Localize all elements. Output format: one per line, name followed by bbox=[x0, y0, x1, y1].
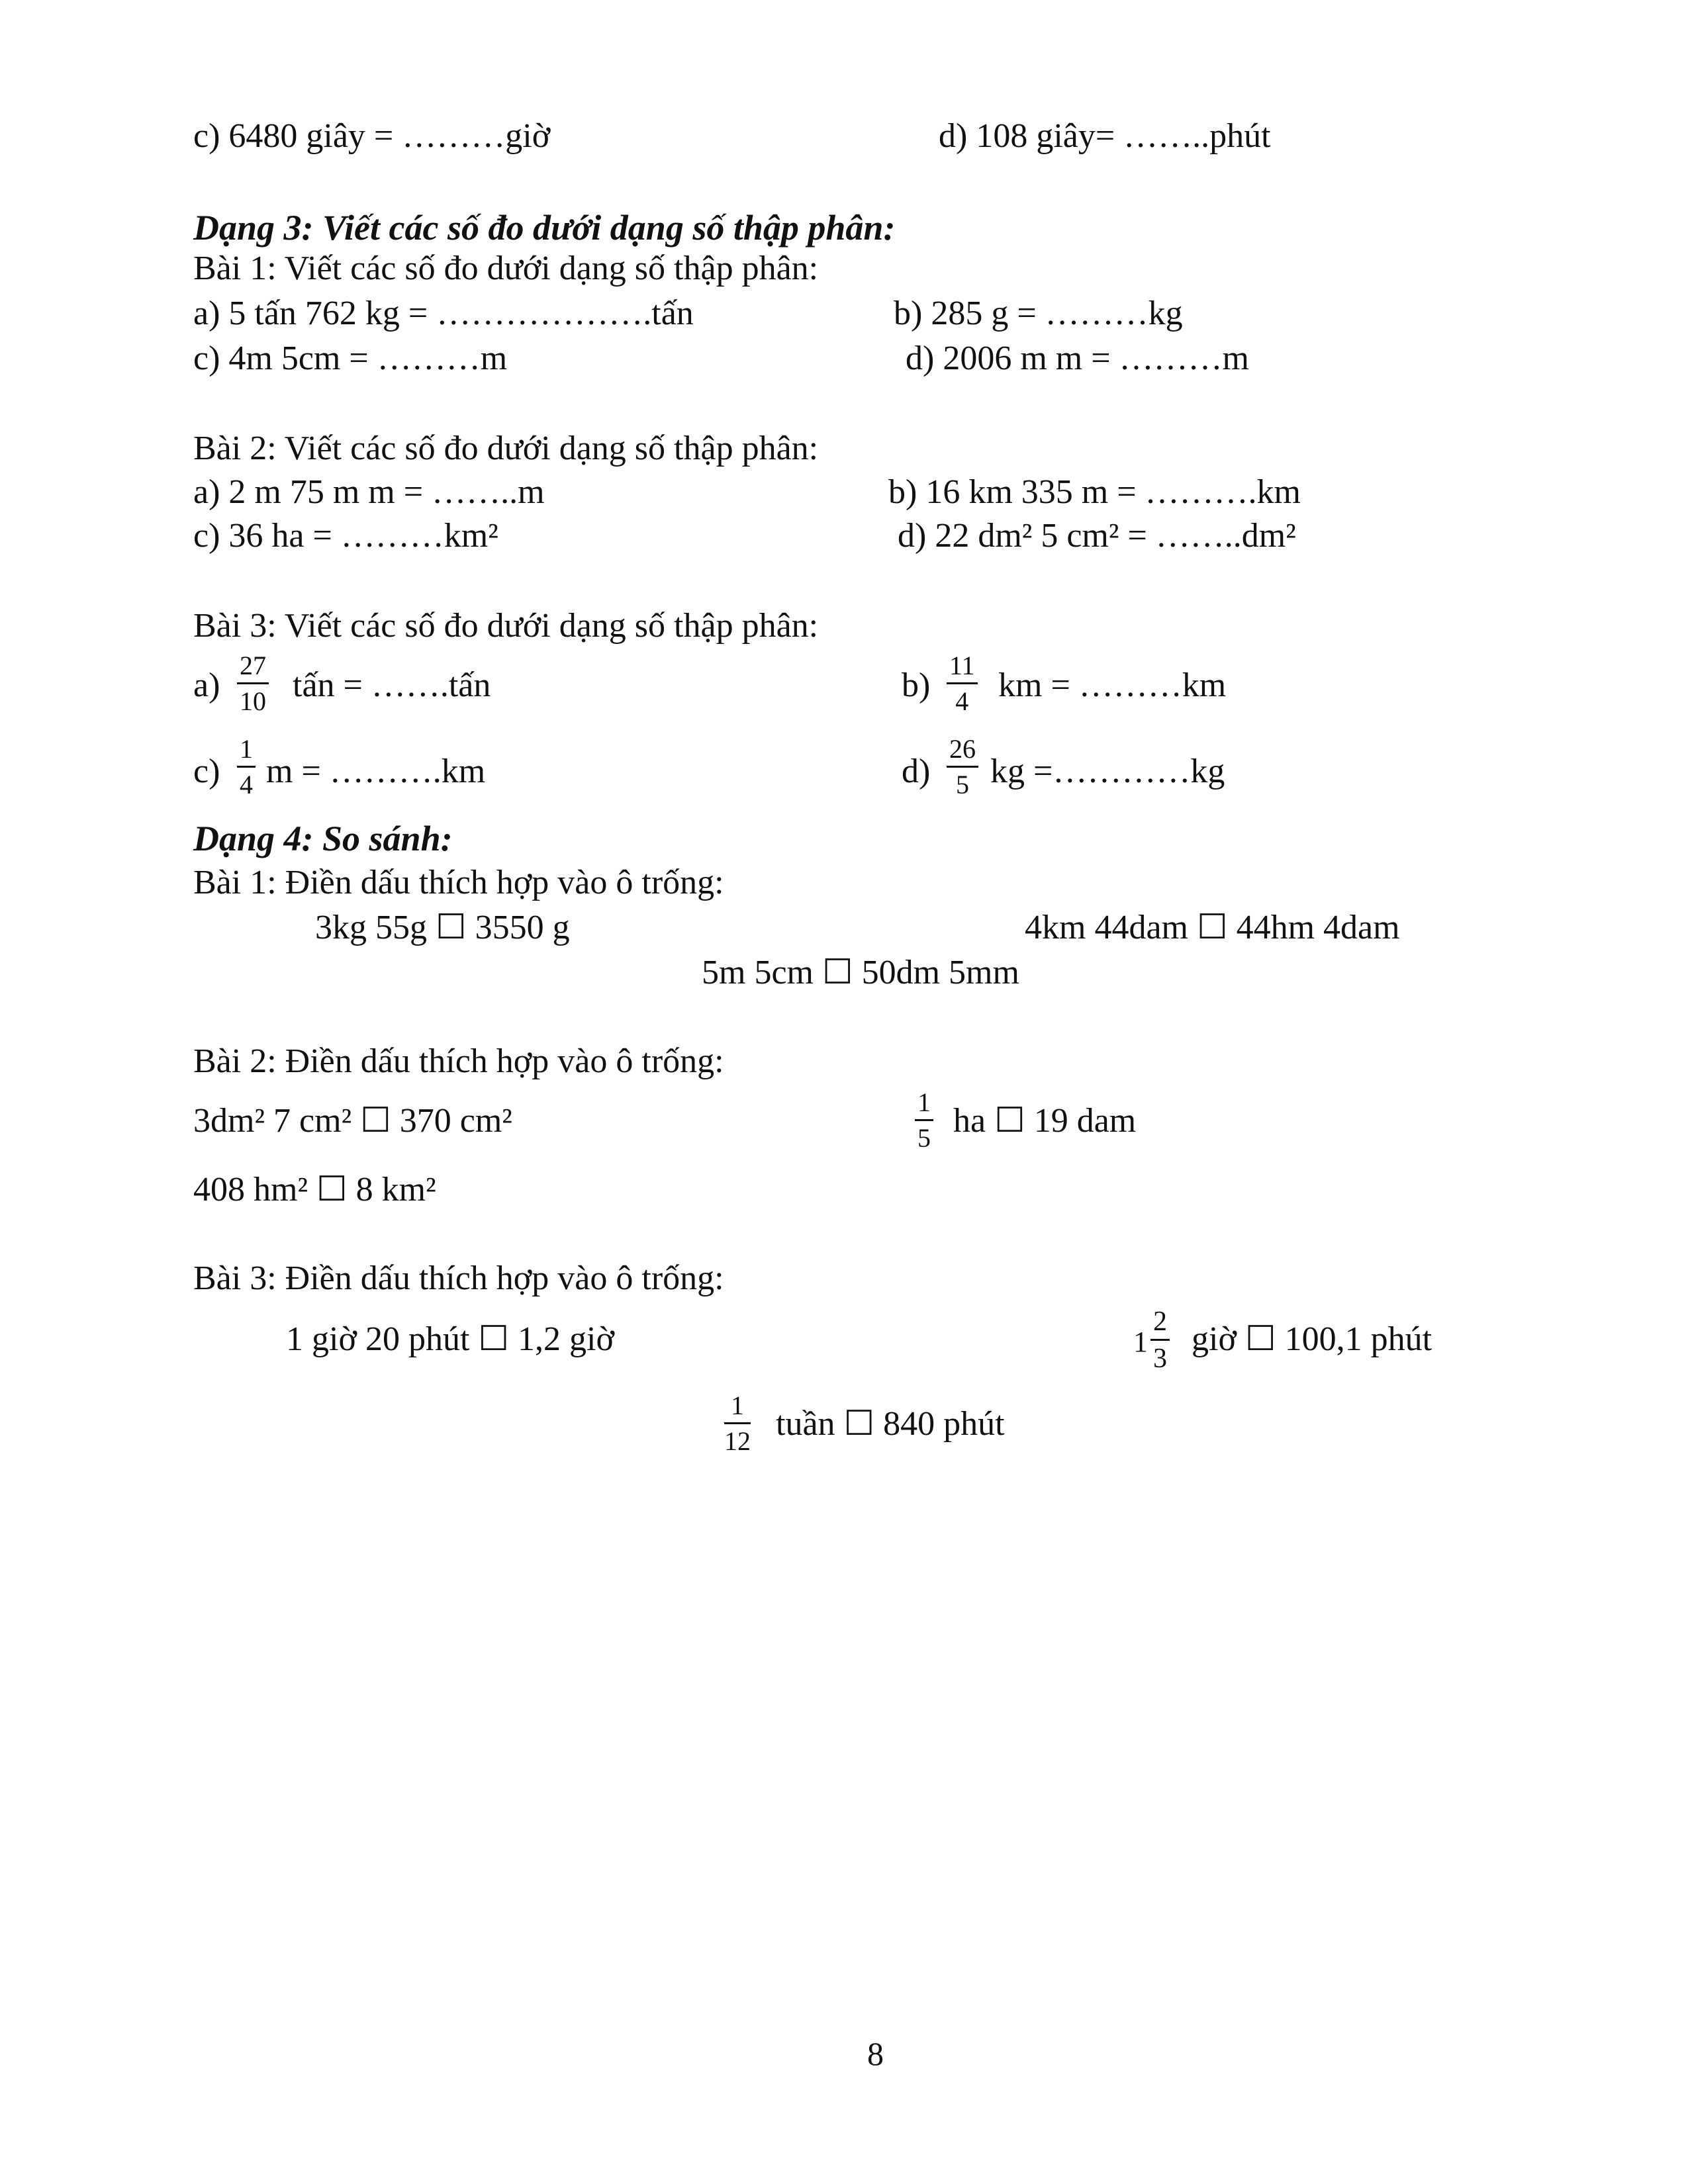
bai2-item-a: a) 2 m 75 m m = ……..m bbox=[193, 473, 545, 511]
bai3-item-b-text: km = ………km bbox=[998, 666, 1227, 704]
fraction-27-10 bbox=[237, 653, 269, 715]
bai3-item-c-text: m = ……….km bbox=[266, 752, 486, 790]
mixed-number-whole: 1 bbox=[1133, 1326, 1148, 1358]
fraction-1-5 bbox=[915, 1089, 933, 1152]
fraction-numerator: 2 bbox=[1153, 1306, 1167, 1337]
bai1-item-d: d) 2006 m m = ………m bbox=[906, 340, 1249, 377]
compare-bai1-item-2: 4km 44dam ☐ 44hm 4dam bbox=[1025, 909, 1400, 946]
bai3-item-a-prefix: a) bbox=[193, 666, 220, 704]
bai2-title: Bài 2: Viết các số đo dưới dạng số thập phân: bbox=[193, 430, 819, 467]
fraction-11-4 bbox=[947, 653, 978, 715]
fraction-denominator: 10 bbox=[240, 686, 266, 716]
page-number: 8 bbox=[867, 2035, 884, 2072]
bai3-title: Bài 3: Viết các số đo dưới dạng số thập phân: bbox=[193, 607, 819, 645]
fraction-2-3 bbox=[1150, 1308, 1170, 1373]
bai3-item-a-text: tấn = …….tấn bbox=[293, 666, 491, 704]
exercise-item-d-time: d) 108 giây= ……..phút bbox=[939, 117, 1271, 155]
bai2-item-d: d) 22 dm² 5 cm² = ……..dm² bbox=[898, 517, 1296, 555]
fraction-26-5 bbox=[947, 736, 978, 798]
fraction-denominator: 5 bbox=[956, 770, 969, 799]
fraction-numerator: 1 bbox=[917, 1087, 931, 1117]
bai1-item-b: b) 285 g = ………kg bbox=[894, 295, 1183, 332]
compare-bai2-item-1: 3dm² 7 cm² ☐ 370 cm² bbox=[193, 1102, 512, 1140]
section-heading-dang3: Dạng 3: Viết các số đo dưới dạng số thập phân: bbox=[193, 208, 896, 248]
exercise-item-c-time: c) 6480 giây = ………giờ bbox=[193, 117, 551, 155]
fraction-numerator: 27 bbox=[240, 651, 266, 680]
fraction-denominator: 5 bbox=[917, 1123, 931, 1153]
compare-bai1-item-3: 5m 5cm ☐ 50dm 5mm bbox=[702, 954, 1019, 991]
compare-bai1-title: Bài 1: Điền dấu thích hợp vào ô trống: bbox=[193, 864, 724, 901]
fraction-denominator: 4 bbox=[955, 686, 969, 716]
fraction-numerator: 11 bbox=[949, 651, 975, 680]
bai3-item-c-prefix: c) bbox=[193, 752, 220, 790]
compare-bai3-item-2-text: giờ ☐ 100,1 phút bbox=[1192, 1320, 1432, 1358]
fraction-numerator: 1 bbox=[240, 734, 253, 764]
fraction-denominator: 3 bbox=[1153, 1343, 1167, 1374]
compare-bai2-item-3: 408 hm² ☐ 8 km² bbox=[193, 1171, 436, 1208]
bai1-item-c: c) 4m 5cm = ………m bbox=[193, 340, 508, 377]
fraction-1-4 bbox=[237, 736, 256, 798]
fraction-numerator: 26 bbox=[949, 734, 976, 764]
fraction-numerator: 1 bbox=[731, 1390, 744, 1420]
compare-bai1-item-1: 3kg 55g ☐ 3550 g bbox=[315, 909, 570, 946]
compare-bai3-item-3-text: tuần ☐ 840 phút bbox=[776, 1405, 1005, 1443]
section-heading-dang4: Dạng 4: So sánh: bbox=[193, 819, 453, 858]
compare-bai2-item-2-text: ha ☐ 19 dam bbox=[953, 1102, 1137, 1140]
bai1-title: Bài 1: Viết các số đo dưới dạng số thập phân: bbox=[193, 250, 819, 287]
bai3-item-d-prefix: d) bbox=[902, 752, 931, 790]
compare-bai3-item-1: 1 giờ 20 phút ☐ 1,2 giờ bbox=[286, 1320, 614, 1358]
bai2-item-b: b) 16 km 335 m = ……….km bbox=[888, 473, 1301, 511]
compare-bai3-title: Bài 3: Điền dấu thích hợp vào ô trống: bbox=[193, 1259, 724, 1297]
fraction-denominator: 4 bbox=[240, 770, 253, 799]
bai2-item-c: c) 36 ha = ………km² bbox=[193, 517, 498, 555]
bai3-item-b-prefix: b) bbox=[902, 666, 931, 704]
fraction-denominator: 12 bbox=[724, 1426, 751, 1456]
fraction-1-12 bbox=[724, 1392, 751, 1455]
bai1-item-a: a) 5 tấn 762 kg = ……………….tấn bbox=[193, 295, 694, 332]
compare-bai2-title: Bài 2: Điền dấu thích hợp vào ô trống: bbox=[193, 1042, 724, 1080]
bai3-item-d-text: kg =…………kg bbox=[990, 752, 1225, 790]
